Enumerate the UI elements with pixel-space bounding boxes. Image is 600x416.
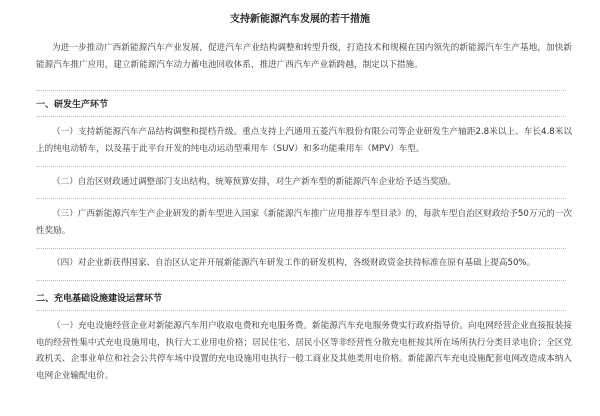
section-1-item-1: （一）支持新能源汽车产品结构调整和提档升级。重点支持上汽通用五菱汽车股份有限公司等企业研发生产轴距2.8米以上、车长4.8米以上的纯电动轿车，以及基于此平台开发的纯电动运动型乘用车（SUV）和多功能乘用车（MPV）车型。 [36, 127, 572, 154]
divider [36, 166, 566, 167]
section-1-item-3: （三）广西新能源汽车生产企业研发的新车型进入国家《新能源汽车推广应用推荐车型目录》的，每款车型自治区财政给予50万元的一次性奖励。 [36, 209, 572, 236]
divider [36, 116, 566, 117]
section-2-heading: 二、充电基础设施建设运营环节 [36, 294, 163, 304]
divider [36, 280, 566, 281]
intro-paragraph: 为进一步推动广西新能源汽车产业发展，促进汽车产业结构调整和转型升级，打造技术和规模在国内领先的新能源汽车生产基地，加快新能源汽车推广应用，建立新能源汽车动力蓄电池回收体系，推进广西汽车产业新跨越，制定以下措施。 [36, 43, 572, 70]
divider [36, 248, 566, 249]
section-1-heading: 一、研发生产环节 [36, 100, 109, 110]
divider [36, 310, 566, 311]
section-2-item-1: （一）充电设施经营企业对新能源汽车用户收取电费和充电服务费。新能源汽车充电服务费实行政府指导价。向电网经营企业直接报装接电的经营性集中式充电设施用电，执行大工业用电价格；居民住宅、居民小区等非经营性分散充电桩按其所在场所执行分类目录电价；全区党政机关、企事业单位和社会公共停车场中设置的充电设施用电执行一般工商业及其他类用电价格。新能源汽车充电设施配套电网改造成本纳入电网企业输配电价。 [36, 321, 572, 381]
divider [36, 90, 566, 91]
section-1-item-4: （四）对企业新获得国家、自治区认定并开展新能源汽车研发工作的研发机构，各级财政资金扶持标准在原有基础上提高50%。 [52, 258, 536, 268]
section-1-item-2: （二）自治区财政通过调整部门支出结构，统筹预算安排，对生产新车型的新能源汽车企业给予适当奖励。 [52, 177, 456, 187]
document-title: 支持新能源汽车发展的若干措施 [230, 14, 370, 25]
divider [36, 198, 566, 199]
